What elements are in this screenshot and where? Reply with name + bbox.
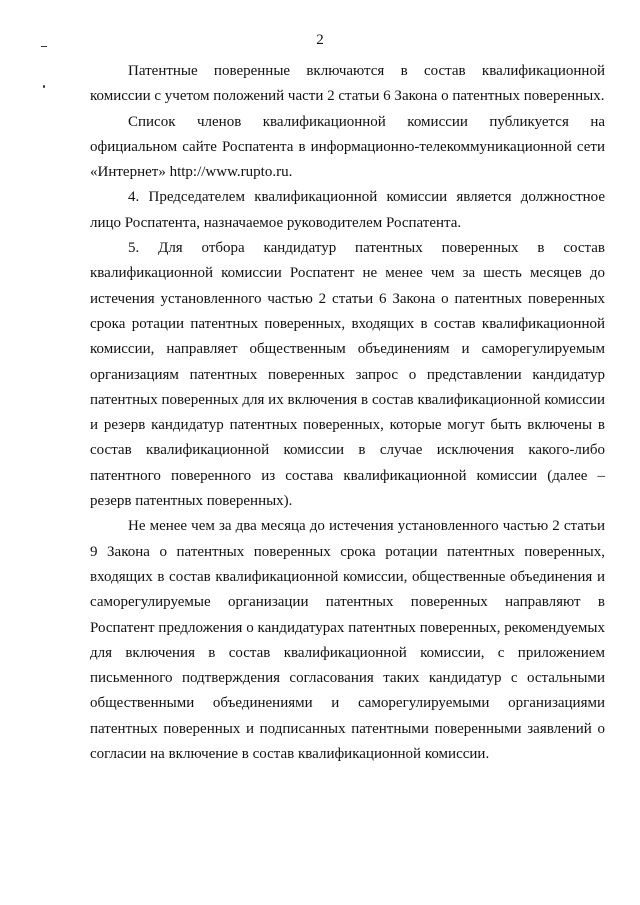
margin-dash-mark	[41, 46, 47, 47]
margin-dot-mark	[43, 85, 45, 88]
page-number: 2	[316, 32, 324, 48]
paragraph-members-inclusion: Патентные поверенные включаются в состав квалификационной комиссии с учетом положений части 2 статьи 6 Закона о патентных поверенных.	[90, 63, 605, 105]
document-body	[90, 59, 605, 767]
paragraph-item-5-candidate-selection: 5. Для отбора кандидатур патентных поверенных в состав квалификационной комиссии Роспатент не менее чем за шесть месяцев до истечения установленного частью 2 статьи 6 Закона о патентных поверенных срока ротации патентных поверенных, входящих в состав квалификационной комиссии, направляет общественным объединениям и саморегулируемым организациям патентных поверенных запрос о представлении кандидатур патентных поверенных для их включения в состав квалификационной комиссии и резерв кандидатур патентных поверенных, которые могут быть включены в состав квалификационной комиссии в случае исключения какого-либо патентного поверенного из состава квалификационной комиссии (далее – резерв патентных поверенных).	[90, 240, 605, 510]
paragraph-item-4-chairman: 4. Председателем квалификационной комиссии является должностное лицо Роспатента, назначаемое руководителем Роспатента.	[90, 189, 605, 231]
paragraph-candidate-proposals: Не менее чем за два месяца до истечения установленного частью 2 статьи 9 Закона о патентных поверенных срока ротации патентных поверенных, входящих в состав квалификационной комиссии, общественные объединения и саморегулируемые организации патентных поверенных направляют в Роспатент предложения о кандидатурах патентных поверенных, рекомендуемых для включения в состав квалификационной комиссии, с приложением письменного подтверждения согласования таких кандидатур с остальными общественными объединениями и саморегулируемыми организациями патентных поверенных и подписанных патентными поверенными заявлений о согласии на включение в состав квалификационной комиссии.	[90, 518, 605, 763]
paragraph-members-list-publication: Список членов квалификационной комиссии публикуется на официальном сайте Роспатента в информационно-телекоммуникационной сети «Интернет» http://www.rupto.ru.	[90, 113, 605, 181]
